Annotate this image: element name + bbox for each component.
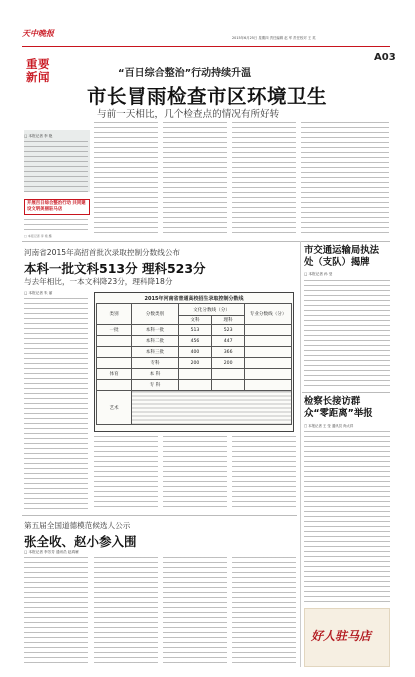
table-cell bbox=[245, 325, 292, 336]
masthead-logo: 天中晚报 bbox=[22, 28, 54, 38]
civ-col-3 bbox=[163, 557, 227, 667]
table-cell bbox=[245, 369, 292, 380]
side2-text bbox=[304, 431, 390, 603]
table-cell bbox=[97, 358, 132, 369]
table-cell: 本科一批 bbox=[132, 325, 179, 336]
civ-headline: 张全收、赵小参入围 bbox=[24, 534, 137, 549]
table-cell bbox=[97, 380, 132, 391]
table-cell-notes bbox=[132, 391, 292, 425]
table-cell: 体育 bbox=[97, 369, 132, 380]
table-cell: 513 bbox=[178, 325, 211, 336]
table-cell: 447 bbox=[212, 336, 245, 347]
lead-col-5 bbox=[301, 122, 389, 234]
exam-kicker: 河南省2015年高招首批次录取控制分数线公布 bbox=[24, 248, 181, 257]
exam-headline: 本科一批文科513分 理科523分 bbox=[24, 261, 206, 276]
divider-1 bbox=[22, 241, 390, 242]
civ-col-1 bbox=[24, 557, 88, 667]
exam-col-4 bbox=[232, 436, 296, 510]
exam-col-3 bbox=[163, 436, 227, 510]
masthead-date: 2015年6月25日 星期四 责任编辑 赵 军 责任校对 王 英 bbox=[232, 36, 316, 40]
table-cell bbox=[178, 369, 211, 380]
campaign-badge-text: 开展百日综合整治行动 共同建设文明美丽驻马店 bbox=[27, 201, 86, 212]
section-flag: 重要新闻 bbox=[26, 57, 50, 84]
table-cell bbox=[212, 369, 245, 380]
exam-score-table bbox=[94, 292, 294, 432]
side1-text bbox=[304, 280, 390, 388]
table-cell bbox=[245, 347, 292, 358]
table-cell: 523 bbox=[212, 325, 245, 336]
th-culture-score: 文化分数线（分） bbox=[178, 304, 244, 316]
exam-table-title: 2015年河南省普通高校招生录取控制分数线 bbox=[144, 296, 244, 302]
table-cell bbox=[245, 336, 292, 347]
side2-byline: □ 本报记者 王 莹 通讯员 尚太祥 bbox=[304, 424, 354, 428]
table-cell: 专科 bbox=[132, 358, 179, 369]
lead-byline: □ 本报记者 李 艳 bbox=[24, 134, 53, 138]
table-cell: 本科二批 bbox=[132, 336, 179, 347]
lead-col-4 bbox=[232, 122, 296, 234]
th-arts: 文科 bbox=[178, 316, 211, 325]
exam-byline: □ 本报记者 朱 丽 bbox=[24, 291, 53, 295]
lead-subhead: 与前一天相比，几个检查点的情况有所好转 bbox=[97, 109, 280, 120]
th-major-score: 专业分数线（分） bbox=[245, 304, 292, 325]
table-cell: 本科三批 bbox=[132, 347, 179, 358]
sidebar-rule bbox=[300, 241, 301, 667]
side1-byline: □ 本报记者 孙 莹 bbox=[304, 272, 333, 276]
civ-byline: □ 本报记者 李芳芳 通讯员 赵鸿雁 bbox=[24, 550, 79, 554]
lead-col-3 bbox=[163, 122, 227, 234]
lead-photo-caption: □ 本报记者 李 艳 摄 bbox=[24, 234, 52, 238]
exam-table-grid bbox=[96, 303, 292, 425]
table-cell: 专 科 bbox=[132, 380, 179, 391]
civ-col-4 bbox=[232, 557, 296, 667]
table-cell: 一批 bbox=[97, 325, 132, 336]
table-cell: 本 科 bbox=[132, 369, 179, 380]
table-cell: 200 bbox=[212, 358, 245, 369]
exam-col-1 bbox=[24, 298, 88, 510]
table-cell bbox=[178, 380, 211, 391]
campaign-badge bbox=[24, 199, 90, 215]
table-cell: 200 bbox=[178, 358, 211, 369]
th-category: 类别 bbox=[97, 304, 132, 325]
lead-col-1b bbox=[24, 219, 88, 234]
divider-3 bbox=[302, 392, 390, 393]
table-cell bbox=[245, 380, 292, 391]
lead-headline: 市长冒雨检查市区环境卫生 bbox=[87, 85, 328, 108]
table-cell bbox=[97, 347, 132, 358]
side1-headline: 市交通运输局执法处（支队）揭牌 bbox=[304, 245, 380, 268]
exam-subhead: 与去年相比，一本文科降23分，理科降18分 bbox=[24, 277, 173, 286]
table-cell bbox=[245, 358, 292, 369]
th-science: 理科 bbox=[212, 316, 245, 325]
table-cell: 400 bbox=[178, 347, 211, 358]
page-number: A03 bbox=[374, 52, 396, 63]
civ-kicker: 第五届全国道德模范候选人公示 bbox=[24, 521, 131, 530]
lead-kicker: “百日综合整治”行动持续升温 bbox=[118, 68, 252, 79]
table-cell: 366 bbox=[212, 347, 245, 358]
table-cell bbox=[97, 336, 132, 347]
civ-col-2 bbox=[94, 557, 158, 667]
promo-ad-text: 好人驻马店 bbox=[311, 629, 372, 643]
divider-2 bbox=[22, 515, 297, 516]
lead-col-1 bbox=[24, 141, 88, 193]
side2-headline: 检察长接访群众“零距离”举报 bbox=[304, 396, 373, 419]
lead-col-2 bbox=[94, 122, 158, 234]
table-cell: 456 bbox=[178, 336, 211, 347]
table-cell bbox=[212, 380, 245, 391]
masthead-rule bbox=[22, 46, 390, 47]
exam-col-2 bbox=[94, 436, 158, 510]
table-cell: 艺术 bbox=[97, 391, 132, 425]
th-score-type: 分数类别 bbox=[132, 304, 179, 325]
promo-ad bbox=[304, 608, 390, 667]
